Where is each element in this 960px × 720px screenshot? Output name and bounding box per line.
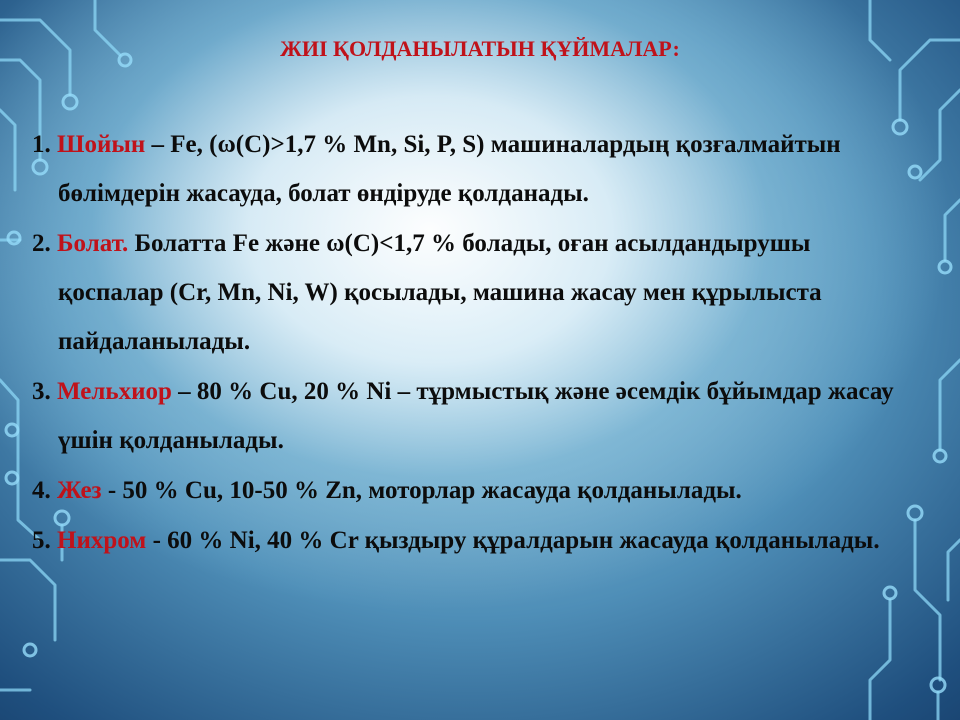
item-description: – 80 % Cu, 20 % Ni – тұрмыстық және әсемдік бұйымдар жасау үшін қолданылады. <box>58 378 894 454</box>
alloys-list <box>32 120 922 566</box>
list-item <box>32 466 922 515</box>
list-item <box>32 516 922 565</box>
alloy-name: Шойын <box>57 131 146 158</box>
list-item <box>32 120 922 218</box>
alloy-name: Мельхиор <box>57 378 172 405</box>
alloy-name: Жез <box>57 477 102 504</box>
alloy-name: Болат. <box>57 230 129 257</box>
item-number: 2. <box>32 230 57 257</box>
list-item <box>32 219 922 366</box>
slide-title: ЖИІ ҚОЛДАНЫЛАТЫН ҚҰЙМАЛАР: <box>280 36 680 61</box>
alloy-name: Нихром <box>57 527 147 554</box>
item-description: - 60 % Ni, 40 % Cr қыздыру құралдарын жасауда қолданылады. <box>146 527 880 554</box>
item-description: - 50 % Cu, 10-50 % Zn, моторлар жасауда қолданылады. <box>101 477 742 504</box>
list-item <box>32 367 922 465</box>
item-number: 4. <box>32 477 57 504</box>
item-description: – Fe, (ω(C)>1,7 % Mn, Si, P, S) машиналардың қозғалмайтын бөлімдерін жасауда, болат өндіруде қолданады. <box>58 131 841 207</box>
item-description: Болатта Fe және ω(C)<1,7 % болады, оған асылдандырушы қоспалар (Cr, Mn, Ni, W) қосылады, машина жасау мен құрылыста пайдаланылады. <box>58 230 822 355</box>
item-number: 1. <box>32 131 57 158</box>
item-number: 5. <box>32 527 57 554</box>
item-number: 3. <box>32 378 57 405</box>
